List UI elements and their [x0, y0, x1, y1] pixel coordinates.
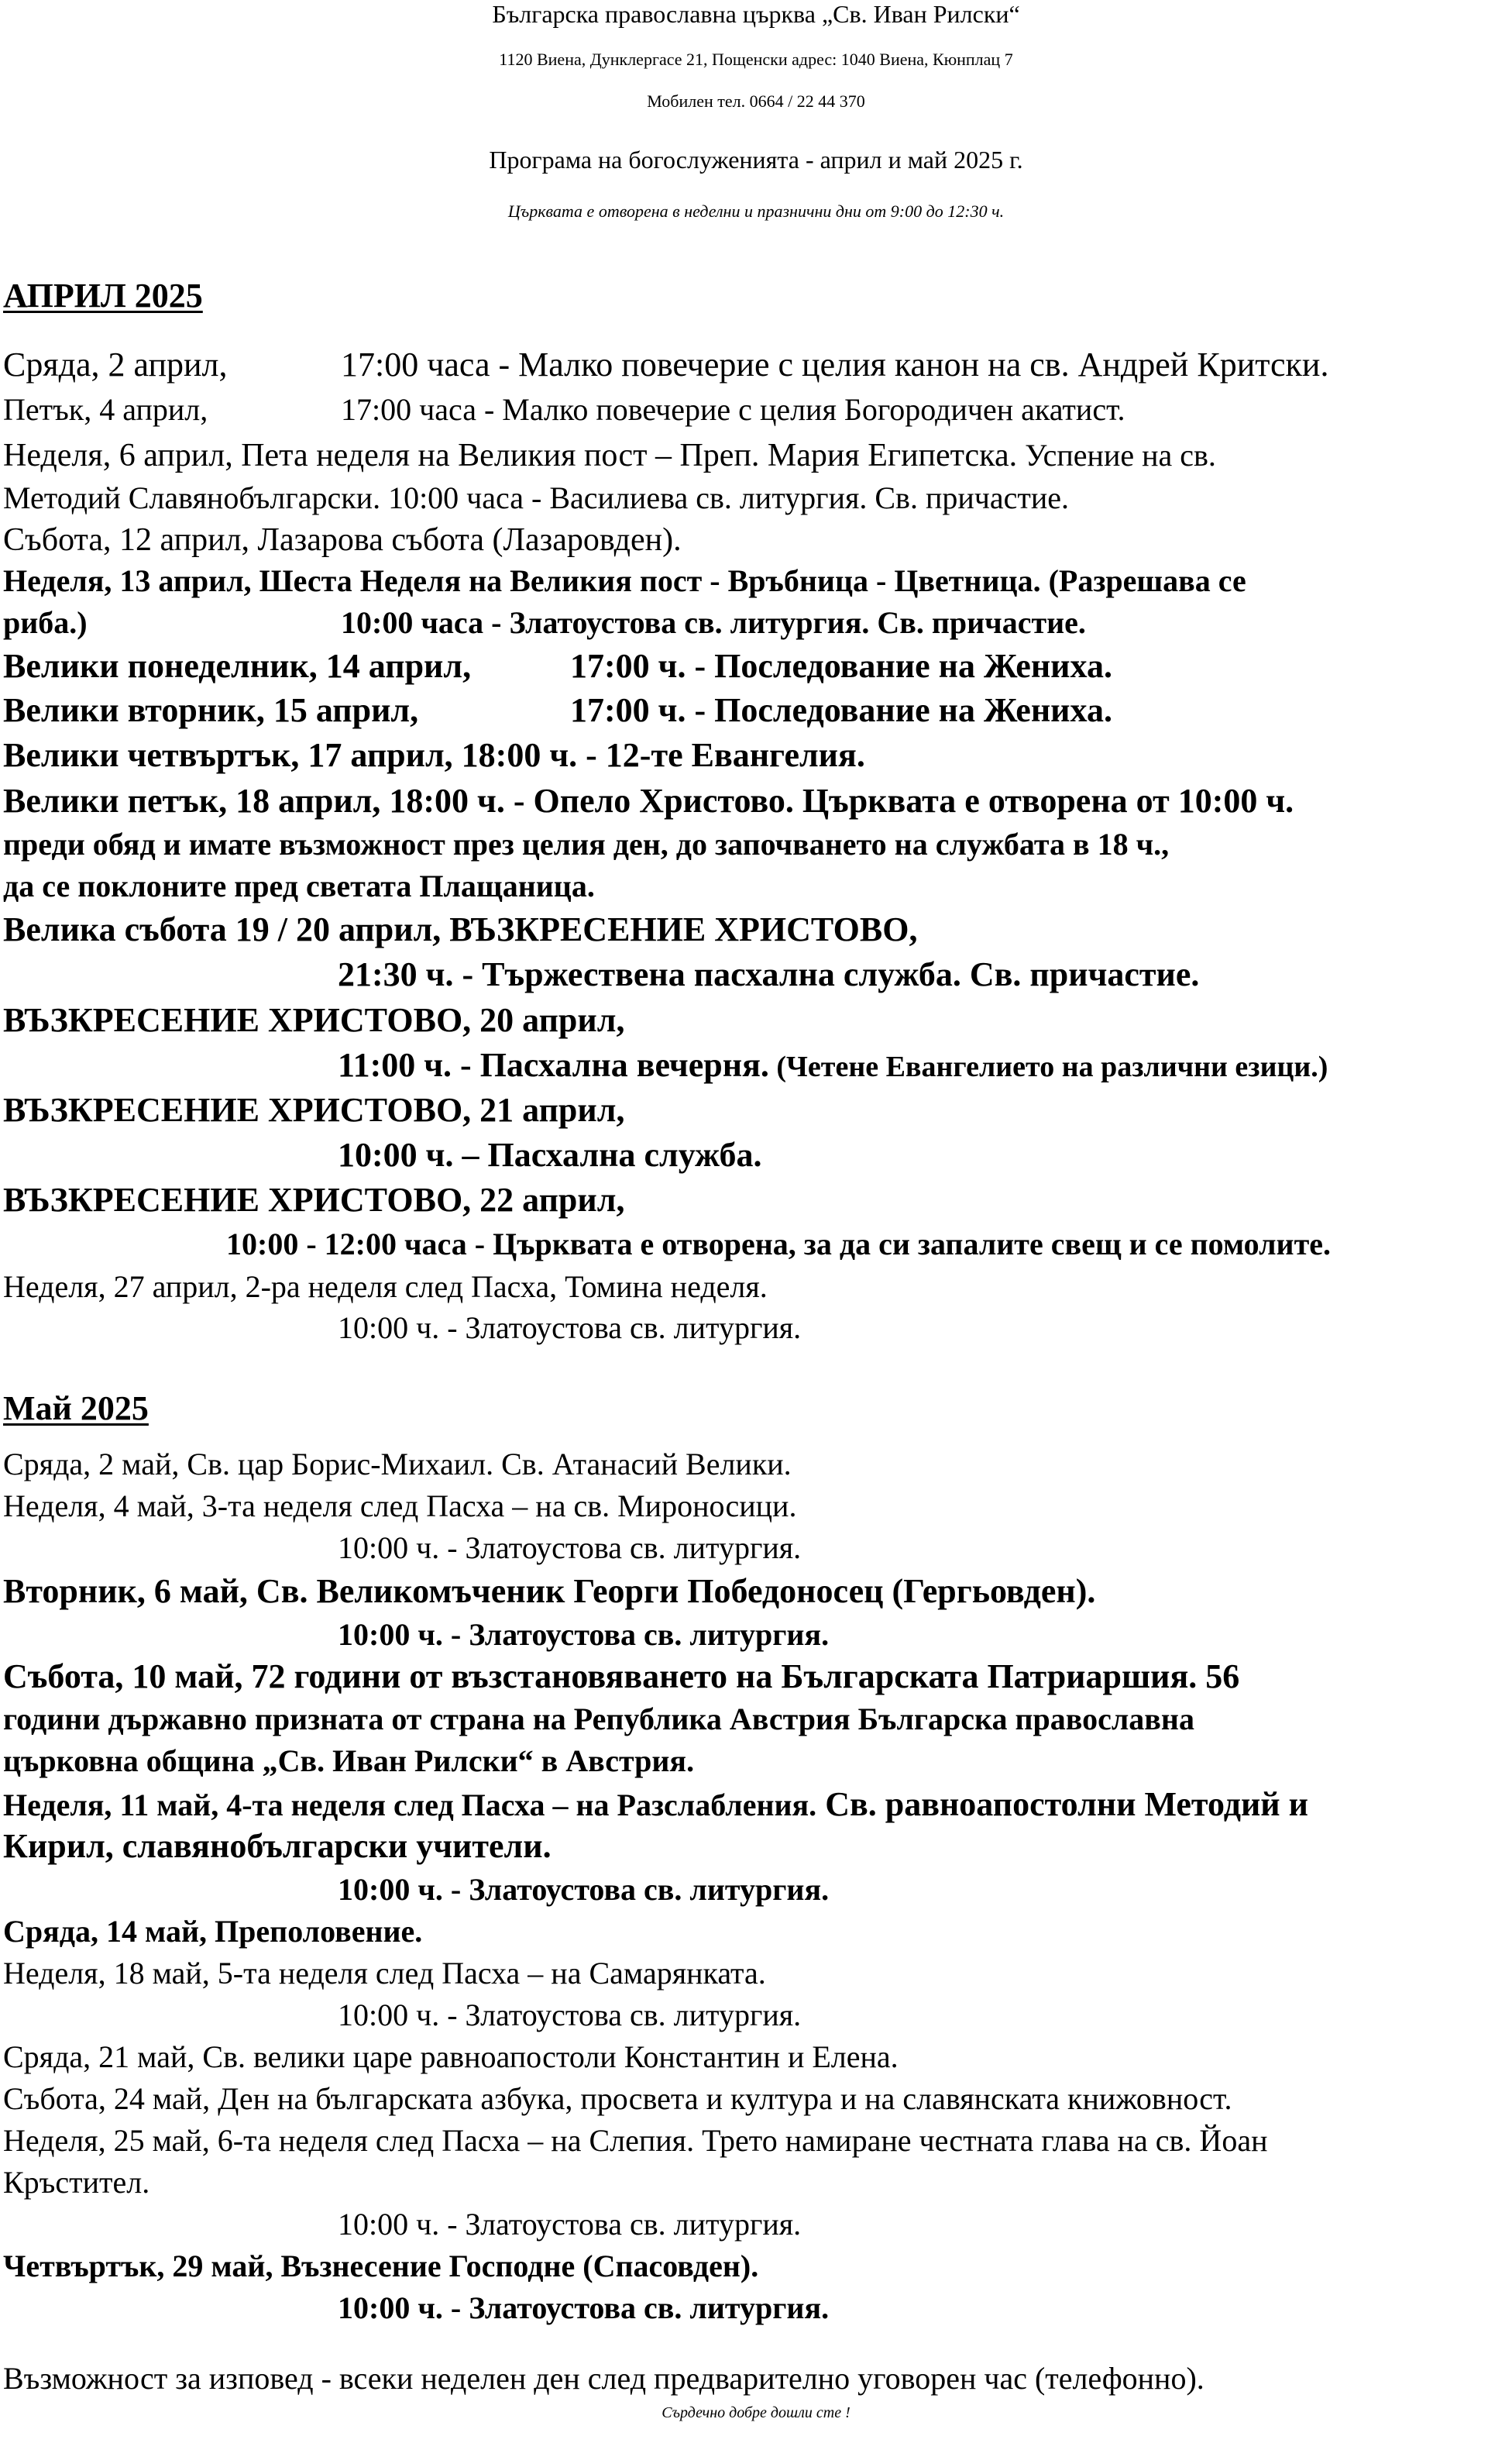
entry-text: Неделя, 11 май, 4-та неделя след Пасха – на Разслабления.	[3, 1788, 817, 1822]
april-entry	[3, 647, 1112, 685]
program-title: Програма на богослуженията - април и май 2025 г.	[489, 146, 1023, 174]
may-entry: Сряда, 14 май, Преполовение.	[3, 1914, 423, 1949]
entry-text: риба.)	[3, 605, 88, 640]
confession-note: Възможност за изповед - всеки неделен ден след предварително уговорен час (телефонно).	[3, 2361, 1204, 2396]
may-entry: Вторник, 6 май, Св. Великомъченик Георги Победоносец (Гергьовден).	[3, 1572, 1096, 1610]
april-entry: ВЪЗКРЕСЕНИЕ ХРИСТОВО, 21 април,	[3, 1091, 625, 1129]
april-entry: ВЪЗКРЕСЕНИЕ ХРИСТОВО, 20 април,	[3, 1001, 625, 1039]
april-service: 10:00 - 12:00 часа - Църквата е отворена, за да си запалите свещ и се помолите.	[226, 1227, 1331, 1261]
may-entry	[3, 1785, 1309, 1823]
entry-text: Неделя, 6 април, Пета неделя на Великия пост – Преп. Мария Египетска.	[3, 438, 1018, 473]
april-entry: Велика събота 19 / 20 април, ВЪЗКРЕСЕНИЕ ХРИСТОВО,	[3, 910, 918, 948]
may-entry: Неделя, 25 май, 6-та неделя след Пасха – на Слепия. Трето намиране честната глава на св. Йоан	[3, 2123, 1268, 2158]
april-entry: Неделя, 27 април, 2-ра неделя след Пасха, Томина неделя.	[3, 1269, 768, 1304]
may-service: 10:00 ч. - Златоустова св. литургия.	[338, 1872, 830, 1907]
entry-service: 17:00 часа - Малко повечерие с целия Богородичен акатист.	[341, 392, 1125, 427]
april-entry	[3, 439, 1216, 472]
may-service: 10:00 ч. - Златоустова св. литургия.	[338, 2207, 802, 2242]
entry-service: 17:00 ч. - Последование на Жениха.	[570, 691, 1112, 729]
entry-date: Сряда, 2 април,	[3, 346, 228, 384]
may-service: 10:00 ч. - Златоустова св. литургия.	[338, 2290, 830, 2325]
may-service: 10:00 ч. - Златоустова св. литургия.	[338, 1530, 802, 1565]
april-service: 10:00 ч. – Пасхална служба.	[338, 1136, 762, 1174]
april-entry	[3, 346, 1329, 384]
april-entry: Неделя, 13 април, Шеста Неделя на Великия пост - Връбница - Цветница. (Разрешава се	[3, 563, 1246, 598]
entry-date: Велики вторник, 15 април,	[3, 691, 419, 729]
may-entry: Четвъртък, 29 май, Възнесение Господне (Спасовден).	[3, 2249, 759, 2283]
entry-date: Велики понеделник, 14 април,	[3, 647, 472, 685]
may-entry-cont: църковна община „Св. Иван Рилски“ в Австрия.	[3, 1743, 695, 1778]
april-heading: АПРИЛ 2025	[3, 277, 203, 315]
entry-text-cont: Св. равноапостолни Методий и	[816, 1785, 1309, 1823]
may-entry-cont: години държавно призната от страна на Република Австрия Българска православна	[3, 1701, 1194, 1736]
opening-hours: Църквата е отворена в неделни и празнични дни от 9:00 до 12:30 ч.	[507, 201, 1005, 221]
may-heading: Май 2025	[3, 1389, 149, 1427]
may-service: 10:00 ч. - Златоустова св. литургия.	[338, 1617, 830, 1652]
may-entry: Събота, 10 май, 72 години от възстановяването на Българската Патриаршия. 56	[3, 1657, 1240, 1695]
may-entry: Сряда, 21 май, Св. велики царе равноапостоли Константин и Елена.	[3, 2039, 899, 2074]
entry-service: 17:00 часа - Малко повечерие с целия канон на св. Андрей Критски.	[341, 346, 1329, 384]
april-entry-cont: Методий Славянобългарски. 10:00 часа - Василиева св. литургия. Св. причастие.	[3, 480, 1070, 515]
may-service: 10:00 ч. - Златоустова св. литургия.	[338, 1997, 802, 2032]
april-entry-cont	[3, 605, 1086, 640]
entry-service: 10:00 часа - Златоустова св. литургия. Св. причастие.	[341, 605, 1086, 640]
april-entry-cont: да се поклоните пред светата Плащаница.	[3, 869, 595, 903]
april-service	[338, 1048, 1328, 1082]
april-entry: ВЪЗКРЕСЕНИЕ ХРИСТОВО, 22 април,	[3, 1181, 625, 1219]
may-entry-cont: Кръстител.	[3, 2165, 150, 2200]
may-entry: Събота, 24 май, Ден на българската азбука, просвета и култура и на славянската книжовност.	[3, 2081, 1232, 2116]
april-entry	[3, 392, 1125, 427]
entry-text-cont: Успение на св.	[1017, 438, 1216, 473]
april-service: 21:30 ч. - Тържествена пасхална служба. Св. причастие.	[338, 955, 1200, 993]
entry-service: 17:00 ч. - Последование на Жениха.	[570, 647, 1112, 685]
may-entry: Неделя, 18 май, 5-та неделя след Пасха – на Самарянката.	[3, 1956, 766, 1991]
may-entry-cont: Кирил, славянобългарски учители.	[3, 1827, 552, 1865]
april-entry: Събота, 12 април, Лазарова събота (Лазаровден).	[3, 522, 682, 558]
may-entry: Сряда, 2 май, Св. цар Борис-Михаил. Св. Атанасий Велики.	[3, 1447, 792, 1481]
april-entry-cont: преди обяд и имате възможност през целия ден, до започването на службата в 18 ч.,	[3, 827, 1170, 862]
april-entry: Велики петък, 18 април, 18:00 ч. - Опело Христово. Църквата е отворена от 10:00 ч.	[3, 782, 1294, 820]
entry-service: 11:00 ч. - Пасхална вечерня.	[338, 1046, 769, 1084]
church-phone: Мобилен тел. 0664 / 22 44 370	[647, 91, 865, 111]
april-entry	[3, 691, 1112, 729]
church-name: Българска православна църква „Св. Иван Рилски“	[492, 0, 1020, 28]
may-entry: Неделя, 4 май, 3-та неделя след Пасха – на св. Мироносици.	[3, 1488, 797, 1523]
welcome-note: Сърдечно добре дошли сте !	[662, 2404, 850, 2421]
april-service: 10:00 ч. - Златоустова св. литургия.	[338, 1310, 802, 1345]
april-entry: Велики четвъртък, 17 април, 18:00 ч. - 12-те Евангелия.	[3, 736, 865, 774]
entry-date: Петък, 4 април,	[3, 392, 208, 427]
church-address: 1120 Виена, Дунклергасе 21, Пощенски адрес: 1040 Виена, Кюнплац 7	[499, 50, 1013, 69]
entry-note: (Четене Евангелието на различни езици.)	[768, 1051, 1328, 1083]
